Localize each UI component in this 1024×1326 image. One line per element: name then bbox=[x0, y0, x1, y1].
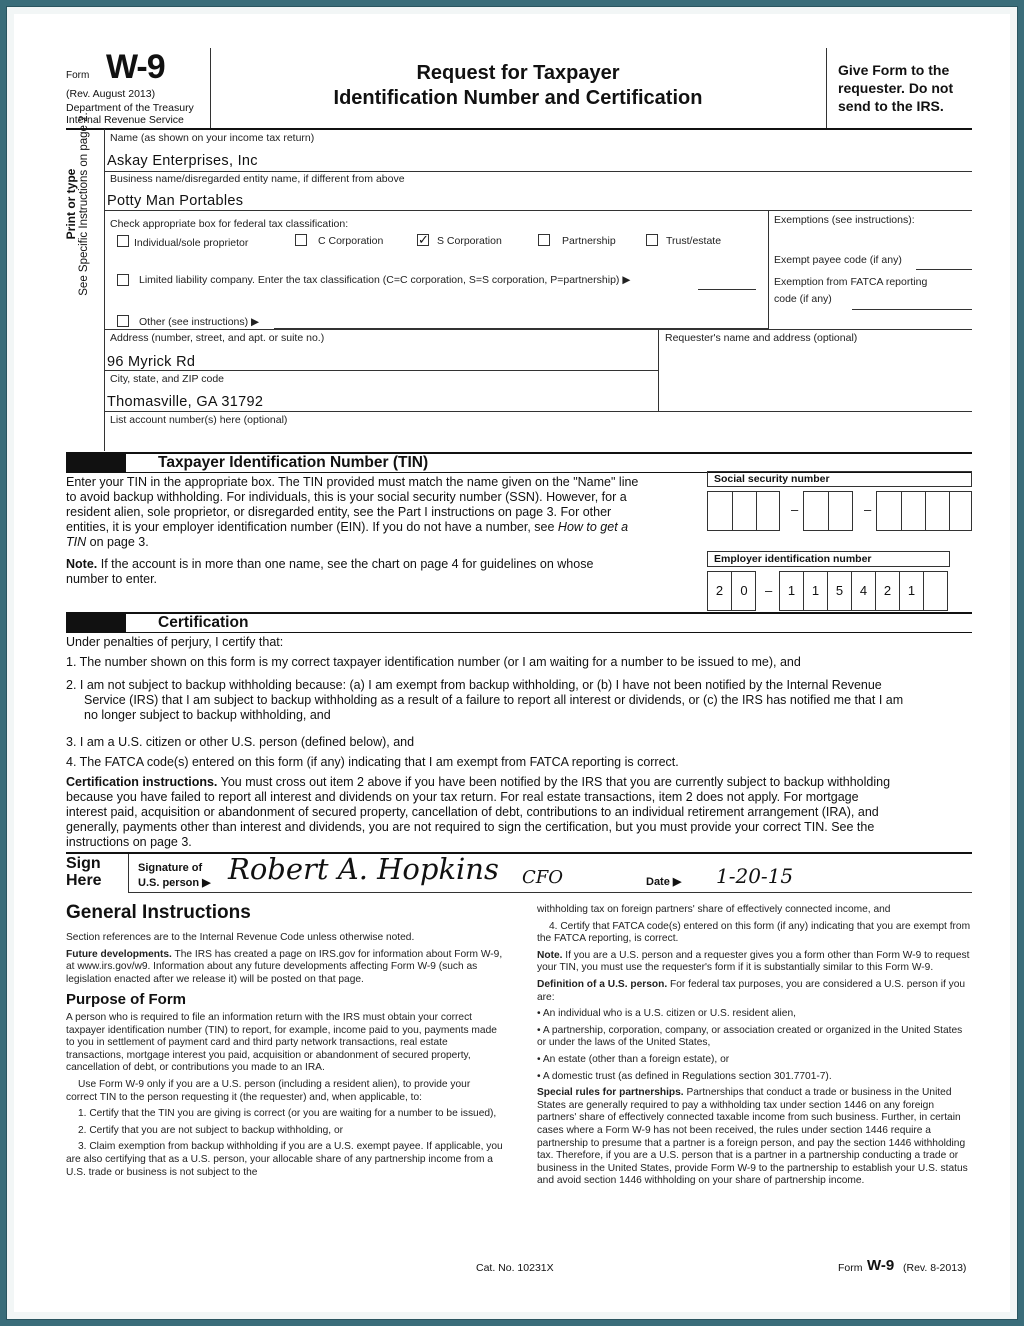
ein-group-1[interactable] bbox=[707, 571, 756, 611]
tin-text-4 bbox=[66, 520, 628, 534]
part1-block bbox=[66, 454, 126, 472]
future-developments-bold: Future developments. bbox=[66, 948, 172, 960]
cert-instructions-4: generally, payments other than interest and dividends, you are not required to sign the certification, but you must provide your correct TIN. See the bbox=[66, 820, 875, 834]
ssn-group-3[interactable] bbox=[876, 491, 972, 531]
label-other: Other (see instructions) ▶ bbox=[139, 316, 260, 328]
ssn-cell-rule bbox=[949, 492, 950, 530]
checkmark-s-corporation: ✓ bbox=[418, 232, 429, 247]
cert-item-3: 3. I am a U.S. citizen or other U.S. person (defined below), and bbox=[66, 735, 415, 749]
signature-label-line2: U.S. person ▶ bbox=[138, 877, 211, 889]
address-label: Address (number, street, and apt. or suite no.) bbox=[110, 332, 325, 344]
form-revision: (Rev. August 2013) bbox=[66, 88, 156, 100]
ein-group-2[interactable] bbox=[779, 571, 948, 611]
tin-text-5a: TIN bbox=[66, 535, 87, 549]
tin-text-3: resident alien, sole proprietor, or disregarded entity, see the Part I instructions on page 3. For other bbox=[66, 505, 612, 519]
label-partnership: Partnership bbox=[562, 235, 616, 247]
name-field[interactable]: Askay Enterprises, Inc bbox=[107, 153, 258, 169]
part2-header bbox=[66, 612, 972, 633]
header-bottom-rule bbox=[66, 128, 972, 130]
special-rules bbox=[537, 1087, 973, 1188]
cert-intro: Under penalties of perjury, I certify that: bbox=[66, 635, 284, 649]
ein-digit: 5 bbox=[828, 571, 852, 611]
dept-treasury: Department of the Treasury bbox=[66, 102, 194, 114]
checkbox-trust-estate[interactable] bbox=[646, 234, 658, 246]
rule-line1 bbox=[104, 171, 972, 172]
general-instructions-heading: General Instructions bbox=[66, 902, 251, 923]
purpose-item-3: 3. Claim exemption from backup withholding if you are a U.S. exempt payee. If applicable, you are also certifying that as a U.S. person, your allocable share of any partnership income from a U.S. trade or business is not subject to the bbox=[66, 1141, 503, 1178]
label-c-corporation: C Corporation bbox=[318, 235, 384, 247]
sidebar-vertical-text bbox=[64, 74, 100, 334]
sign-here-line1: Sign bbox=[66, 855, 101, 872]
sign-top-rule bbox=[66, 852, 972, 854]
label-llc: Limited liability company. Enter the tax classification (C=C corporation, S=S corporation, P=partnership) ▶ bbox=[139, 274, 631, 286]
ssn-group-2[interactable] bbox=[803, 491, 853, 531]
cert-instructions-1 bbox=[66, 775, 890, 789]
form-title-line2: Identification Number and Certification bbox=[333, 87, 703, 109]
fatca-code-field[interactable] bbox=[852, 309, 972, 310]
tin-text-4b: How to get a bbox=[557, 520, 629, 534]
checkbox-other[interactable] bbox=[117, 315, 129, 327]
account-field[interactable] bbox=[110, 428, 970, 448]
cert-item-1: 1. The number shown on this form is my correct taxpayer identification number (or I am waiting for a number to be issued to me), and bbox=[66, 655, 801, 669]
bullet-trust: • A domestic trust (as defined in Regulations section 301.7701-7). bbox=[537, 1070, 832, 1082]
cert-instructions-5: instructions on page 3. bbox=[66, 835, 192, 849]
checkbox-c-corporation[interactable] bbox=[295, 234, 307, 246]
city-label: City, state, and ZIP code bbox=[110, 373, 225, 385]
exemptions-label: Exemptions (see instructions): bbox=[774, 214, 915, 226]
catalog-number: Cat. No. 10231X bbox=[476, 1262, 554, 1274]
cert-item-4: 4. The FATCA code(s) entered on this form (if any) indicating that I am exempt from FATCA reporting is correct. bbox=[66, 755, 679, 769]
ssn-cell-rule bbox=[901, 492, 902, 530]
address-field[interactable]: 96 Myrick Rd bbox=[107, 354, 196, 370]
tin-note bbox=[66, 557, 593, 571]
form-name: W-9 bbox=[106, 48, 165, 86]
account-label: List account number(s) here (optional) bbox=[110, 414, 288, 426]
sign-bottom-rule bbox=[128, 892, 972, 893]
rule-line3 bbox=[104, 329, 972, 330]
sign-divider bbox=[128, 854, 129, 892]
classification-label: Check appropriate box for federal tax classification: bbox=[110, 218, 349, 230]
bullet-partnership: • A partnership, corporation, company, or association created or organized in the United States or under the laws of the United States, bbox=[537, 1024, 963, 1049]
special-rules-text: Partnerships that conduct a trade or business in the United States are generally required to pay a withholding tax under section 1446 on any foreign partners' share of effectively connected taxable income from such business. Further, in certain cases where a Form W-9 has not been received, the rules under section 1446 require a partnership to presume that a partner is a foreign person, and pay the section 1446 withholding tax. Therefore, if you are a U.S. person that is a partner in a partnership conducting a trade or business in the United States, provide Form W-9 to the partnership to establish your U.S. status and avoid section 1446 withholding on your share of partnership income. bbox=[537, 1087, 968, 1187]
right-continuation: withholding tax on foreign partners' share of effectively connected income, and bbox=[537, 904, 891, 915]
purpose-paragraph-1: A person who is required to file an information return with the IRS must obtain your correct taxpayer identification number (TIN) to report, for example, income paid to you, payments made to you in settlement of payment card and third party network transactions, real estate transactions, mortgage interest you paid, acquisition or abandonment of secured property, cancellation of debt, or contributions you made to an IRA. bbox=[66, 1011, 497, 1074]
label-individual: Individual/sole proprietor bbox=[134, 237, 249, 249]
checkbox-llc[interactable] bbox=[117, 274, 129, 286]
date-field[interactable]: 1-20-15 bbox=[716, 864, 794, 888]
ssn-label-box bbox=[707, 471, 972, 487]
dept-irs: Internal Revenue Service bbox=[66, 114, 184, 126]
ein-digit: 1 bbox=[780, 571, 804, 611]
purpose-item-2: 2. Certify that you are not subject to backup withholding, or bbox=[78, 1124, 344, 1136]
purpose-heading: Purpose of Form bbox=[66, 991, 187, 1009]
w9-form-page bbox=[14, 14, 1010, 1312]
part2-block bbox=[66, 614, 126, 632]
general-left-column bbox=[66, 932, 504, 1183]
purpose-item-1: 1. Certify that the TIN you are giving is correct (or you are waiting for a number to be issued), bbox=[78, 1108, 497, 1120]
ein-digit: 2 bbox=[876, 571, 900, 611]
ssn-cell-rule bbox=[732, 492, 733, 530]
cert-instructions-text: You must cross out item 2 above if you have been notified by the IRS that you are currently subject to backup withholding bbox=[217, 775, 891, 789]
exemptions-divider bbox=[768, 211, 769, 329]
tin-text-1: Enter your TIN in the appropriate box. The TIN provided must match the name given on the "Name" line bbox=[66, 475, 639, 489]
ein-label-box bbox=[707, 551, 950, 567]
cert-item-2a: 2. I am not subject to backup withholding because: (a) I am exempt from backup withholding, or (b) I have not been notified by the Internal Revenue bbox=[66, 678, 882, 692]
ssn-dash-1: – bbox=[791, 502, 799, 517]
ssn-label: Social security number bbox=[714, 473, 830, 485]
definition-us-person bbox=[537, 979, 973, 1004]
fatca-label-line1: Exemption from FATCA reporting bbox=[774, 276, 928, 288]
tin-note-bold: Note. bbox=[66, 557, 98, 571]
sign-here-line2: Here bbox=[66, 872, 102, 889]
ein-digit: 2 bbox=[708, 571, 732, 611]
give-form-line3: send to the IRS. bbox=[838, 98, 944, 114]
date-label: Date ▶ bbox=[646, 876, 682, 888]
general-right-column bbox=[537, 904, 973, 1192]
signature-label-line1: Signature of bbox=[138, 862, 203, 874]
city-field[interactable]: Thomasville, GA 31792 bbox=[107, 394, 264, 410]
give-form-line1: Give Form to the bbox=[838, 62, 950, 78]
cert-item-2b: Service (IRS) that I am subject to backup withholding as a result of a failure to report all interest or dividends, or (c) the IRS has notified me that I am bbox=[84, 693, 904, 707]
give-form-line2: requester. Do not bbox=[838, 80, 954, 96]
footer-revision: (Rev. 8-2013) bbox=[903, 1262, 967, 1274]
part2-title: Certification bbox=[158, 614, 249, 631]
tin-text-5 bbox=[66, 535, 149, 549]
right-note-bold: Note. bbox=[537, 949, 563, 961]
requester-label: Requester's name and address (optional) bbox=[665, 332, 858, 344]
llc-classification-line[interactable] bbox=[698, 289, 756, 290]
future-developments bbox=[66, 949, 504, 987]
sidebar-print-or-type: Print or type bbox=[64, 168, 78, 240]
ssn-dash-2: – bbox=[864, 502, 872, 517]
rule-line2 bbox=[104, 210, 972, 211]
ein-digit: 4 bbox=[852, 571, 876, 611]
ssn-cell-rule bbox=[756, 492, 757, 530]
form-word: Form bbox=[66, 70, 90, 81]
cert-instructions-bold: Certification instructions. bbox=[66, 775, 218, 789]
exempt-payee-label: Exempt payee code (if any) bbox=[774, 254, 902, 266]
ein-digit: 1 bbox=[804, 571, 828, 611]
checkbox-individual[interactable] bbox=[117, 235, 129, 247]
label-s-corporation: S Corporation bbox=[437, 235, 502, 247]
business-name-label: Business name/disregarded entity name, if different from above bbox=[110, 173, 405, 185]
ssn-cell-rule bbox=[828, 492, 829, 530]
cert-instructions-3: interest paid, acquisition or abandonment of secured property, cancellation of debt, contributions to an individual retirement arrangement (IRA), and bbox=[66, 805, 879, 819]
right-item-4: 4. Certify that FATCA code(s) entered on this form (if any) indicating that you are exempt from the FATCA reporting, is correct. bbox=[537, 920, 971, 945]
definition-bold: Definition of a U.S. person. bbox=[537, 978, 668, 990]
bullet-estate: • An estate (other than a foreign estate), or bbox=[537, 1053, 730, 1065]
form-title-line1: Request for Taxpayer bbox=[416, 62, 620, 84]
tin-note-text2: number to enter. bbox=[66, 572, 158, 586]
ein-digit: 0 bbox=[740, 583, 748, 598]
definition-text: For federal tax purposes, you are considered a U.S. person if you are: bbox=[537, 978, 966, 1003]
right-note-text: If you are a U.S. person and a requester gives you a form other than Form W-9 to request your TIN, you must use the requester's form if it is substantially similar to this Form W-9. bbox=[537, 949, 970, 974]
part1-title: Taxpayer Identification Number (TIN) bbox=[158, 454, 429, 471]
right-note bbox=[537, 950, 973, 975]
ein-digit: 1 bbox=[900, 571, 924, 611]
checkbox-partnership[interactable] bbox=[538, 234, 550, 246]
header-divider-right bbox=[826, 48, 827, 128]
signer-title: CFO bbox=[522, 867, 564, 888]
tin-text-4a: entities, it is your employer identification number (EIN). If you do not have a number, see bbox=[66, 520, 558, 534]
tin-text-5b: on page 3. bbox=[86, 535, 149, 549]
ein-label: Employer identification number bbox=[714, 553, 872, 565]
sidebar-rule bbox=[104, 129, 105, 451]
part1-header bbox=[66, 452, 972, 473]
rule-line6 bbox=[104, 411, 972, 412]
ein-dash: – bbox=[765, 583, 773, 598]
requester-divider bbox=[658, 329, 659, 411]
checkbox-s-corporation[interactable] bbox=[417, 234, 429, 246]
ssn-cell-rule bbox=[925, 492, 926, 530]
cert-instructions-2: because you have failed to report all interest and dividends on your tax return. For real estate transactions, item 2 does not apply. For mortgage bbox=[66, 790, 859, 804]
business-name-field[interactable]: Potty Man Portables bbox=[107, 193, 244, 209]
label-trust-estate: Trust/estate bbox=[666, 235, 722, 247]
cert-item-2c: no longer subject to backup withholding, and bbox=[84, 708, 331, 722]
tin-note-text: If the account is in more than one name, see the chart on page 4 for guidelines on whose bbox=[97, 557, 594, 571]
ssn-group-1[interactable] bbox=[707, 491, 780, 531]
name-label: Name (as shown on your income tax return) bbox=[110, 132, 315, 144]
tin-text-2: to avoid backup withholding. For individuals, this is your social security number (SSN). However, for a bbox=[66, 490, 627, 504]
footer-form-name: W-9 bbox=[867, 1257, 895, 1274]
bullet-individual: • An individual who is a U.S. citizen or U.S. resident alien, bbox=[537, 1008, 796, 1020]
signature-field[interactable]: Robert A. Hopkins bbox=[228, 852, 499, 886]
rule-line5 bbox=[104, 370, 658, 371]
exempt-payee-field[interactable] bbox=[916, 269, 972, 270]
special-rules-bold: Special rules for partnerships. bbox=[537, 1087, 684, 1099]
fatca-label-line2: code (if any) bbox=[774, 293, 832, 305]
footer-form-word: Form bbox=[838, 1262, 863, 1274]
section-references: Section references are to the Internal Revenue Code unless otherwise noted. bbox=[66, 932, 415, 943]
purpose-paragraph-2: Use Form W-9 only if you are a U.S. person (including a resident alien), to provide your correct TIN to the person requesting it (the requester) and, when applicable, to: bbox=[66, 1078, 471, 1103]
future-developments-text: The IRS has created a page on IRS.gov for information about Form W-9, at www.irs.gov/w9. Information about any future developments affecting Form W-9 (such as legislation enacted after we release it) will be posted on that page. bbox=[66, 948, 503, 985]
sidebar-see-instructions: See Specific Instructions on page 2. bbox=[78, 112, 90, 296]
